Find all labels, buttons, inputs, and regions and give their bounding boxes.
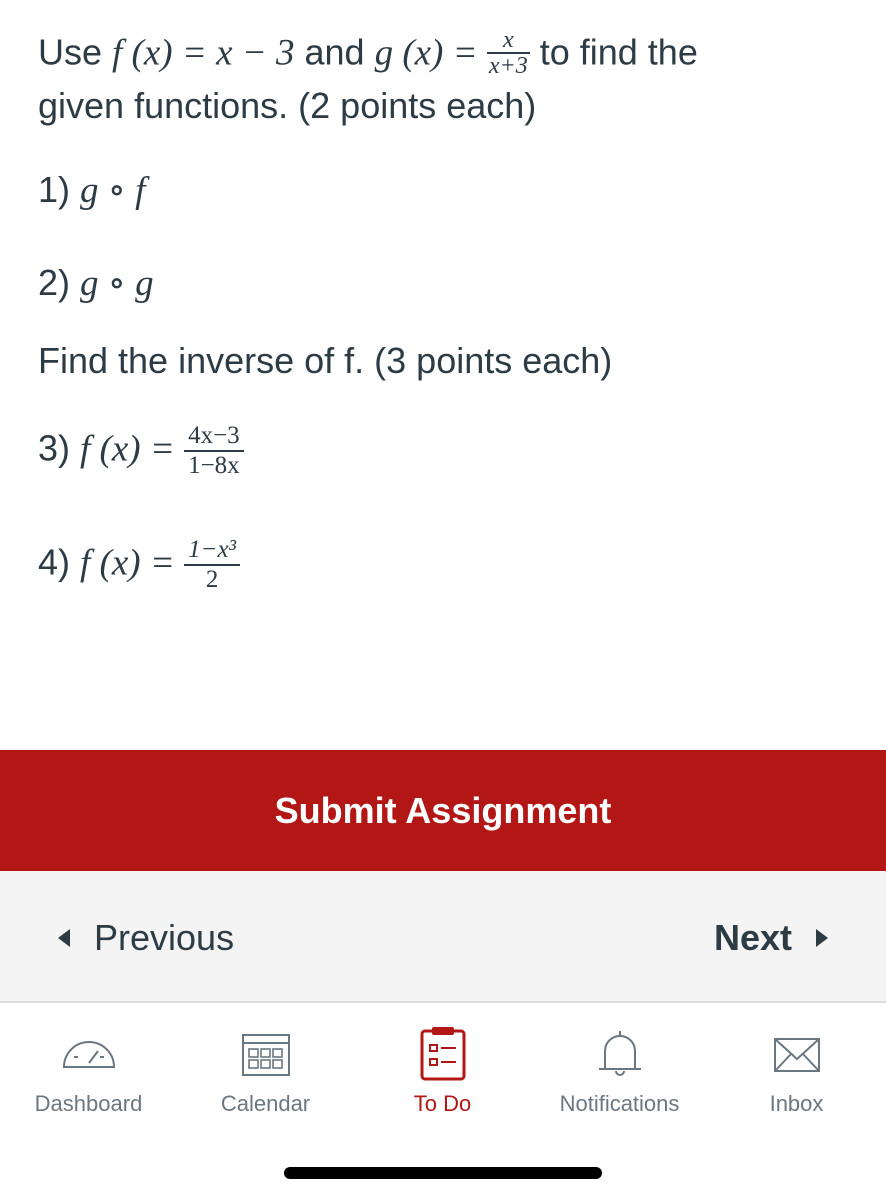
problem-4-numerator: 1−x³ xyxy=(184,536,240,566)
problem-4-lhs: f (x) = xyxy=(80,542,185,584)
problem-4 xyxy=(38,536,240,594)
intro-and-text: and xyxy=(294,31,375,73)
previous-button[interactable] xyxy=(58,917,234,959)
problem-3 xyxy=(38,422,244,480)
todo-icon xyxy=(354,1021,531,1085)
g-fraction xyxy=(487,28,530,78)
previous-label: Previous xyxy=(94,917,235,958)
problem-1-label: 1) xyxy=(38,169,81,210)
intro-use-text: Use xyxy=(38,31,113,73)
home-indicator[interactable] xyxy=(284,1167,602,1179)
intro-line-2: given functions. (2 points each) xyxy=(38,85,537,126)
bell-icon xyxy=(531,1021,708,1085)
tab-dashboard-label: Dashboard xyxy=(34,1091,143,1116)
tab-todo-label: To Do xyxy=(413,1091,472,1116)
calendar-icon xyxy=(177,1021,354,1085)
tab-calendar-label: Calendar xyxy=(220,1091,311,1116)
next-button[interactable] xyxy=(714,917,828,959)
intro-line-1 xyxy=(38,27,698,80)
tab-notifications-label: Notifications xyxy=(559,1091,680,1116)
problem-3-denominator: 1−8x xyxy=(188,452,240,479)
tab-todo[interactable] xyxy=(354,1021,531,1117)
problem-3-numerator: 4x−3 xyxy=(184,422,244,452)
problem-3-lhs: f (x) = xyxy=(80,428,185,470)
chevron-right-icon xyxy=(816,929,828,947)
tab-calendar[interactable] xyxy=(177,1021,354,1117)
problem-1 xyxy=(38,170,145,211)
f-definition: f (x) = x − 3 xyxy=(112,32,295,74)
problem-4-denominator: 2 xyxy=(205,566,219,593)
tab-inbox[interactable] xyxy=(708,1021,885,1117)
intro-to-find-text: to find the xyxy=(539,31,698,73)
next-label: Next xyxy=(713,917,792,958)
tab-dashboard[interactable] xyxy=(0,1021,177,1117)
tab-inbox-label: Inbox xyxy=(769,1091,824,1116)
problem-2-expr: g ∘ g xyxy=(80,263,154,304)
problem-4-label: 4) xyxy=(38,541,81,583)
problem-3-label: 3) xyxy=(38,427,81,469)
g-definition: g (x) = xyxy=(374,32,487,74)
g-numerator: x xyxy=(487,28,530,54)
inbox-icon xyxy=(708,1021,885,1085)
tab-notifications[interactable] xyxy=(531,1021,708,1117)
submit-assignment-button[interactable] xyxy=(0,750,886,871)
dashboard-icon xyxy=(0,1021,177,1085)
inverse-heading: Find the inverse of f. (3 points each) xyxy=(38,340,613,381)
g-denominator: x+3 xyxy=(488,53,528,79)
problem-3-fraction xyxy=(184,422,244,480)
problem-2-label: 2) xyxy=(38,262,81,303)
pager-bar xyxy=(0,871,886,1003)
chevron-left-icon xyxy=(58,929,70,947)
problem-2 xyxy=(38,263,154,304)
submit-assignment-label: Submit Assignment xyxy=(274,789,612,831)
problem-1-expr: g ∘ f xyxy=(80,170,146,211)
problem-4-fraction xyxy=(184,536,240,594)
